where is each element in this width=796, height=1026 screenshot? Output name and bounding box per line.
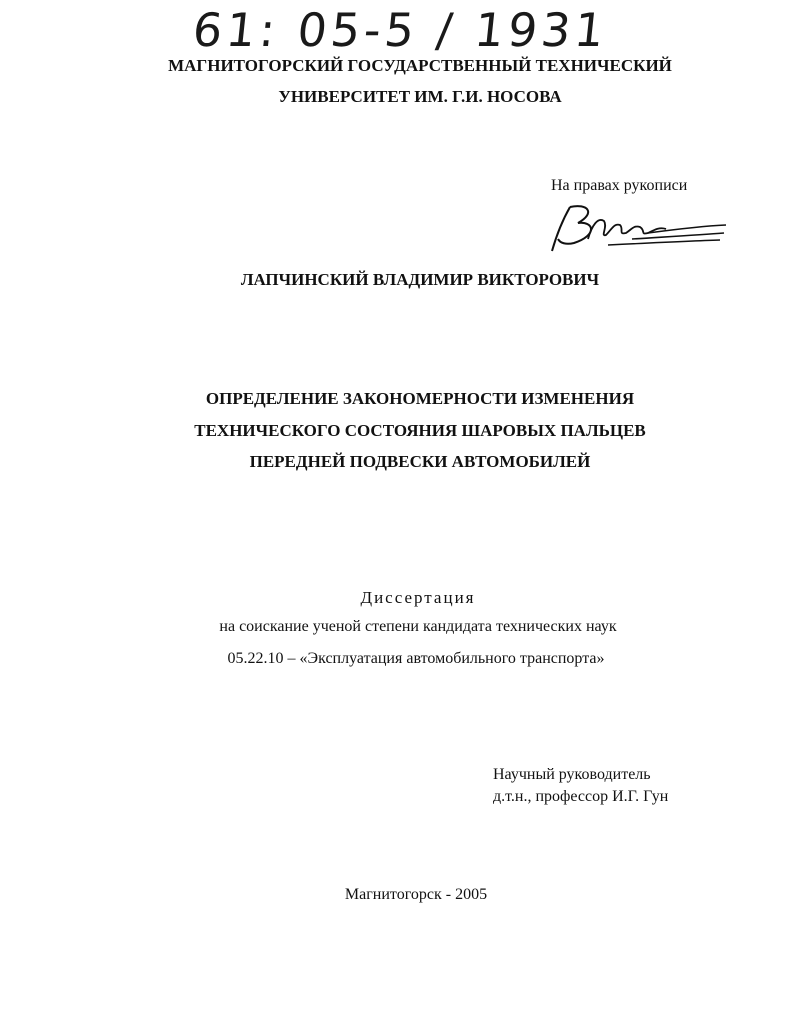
university-name-line-1: МАГНИТОГОРСКИЙ ГОСУДАРСТВЕННЫЙ ТЕХНИЧЕСКИЙ <box>168 56 672 75</box>
thesis-title-line-1: ОПРЕДЕЛЕНИЕ ЗАКОНОМЕРНОСТИ ИЗМЕНЕНИЯ <box>205 389 635 408</box>
document-type: Диссертация <box>360 588 476 607</box>
handwritten-archive-number: 61: 05-5 / 1931 <box>190 3 611 57</box>
advisor-name: д.т.н., профессор И.Г. Гун <box>493 788 669 805</box>
university-name-line-2: УНИВЕРСИТЕТ ИМ. Г.И. НОСОВА <box>278 87 562 106</box>
author-name: ЛАПЧИНСКИЙ ВЛАДИМИР ВИКТОРОВИЧ <box>240 270 600 289</box>
city-year: Магнитогорск - 2005 <box>344 886 488 903</box>
manuscript-rights-note: На правах рукописи <box>551 177 688 194</box>
specialty-line: 05.22.10 – «Эксплуатация автомобильного транспорта» <box>227 650 605 667</box>
advisor-label: Научный руководитель <box>493 766 651 783</box>
thesis-title-line-3: ПЕРЕДНЕЙ ПОДВЕСКИ АВТОМОБИЛЕЙ <box>249 452 591 471</box>
degree-line: на соискание ученой степени кандидата технических наук <box>219 618 617 635</box>
author-signature <box>548 199 728 257</box>
thesis-title-line-2: ТЕХНИЧЕСКОГО СОСТОЯНИЯ ШАРОВЫХ ПАЛЬЦЕВ <box>194 421 646 440</box>
